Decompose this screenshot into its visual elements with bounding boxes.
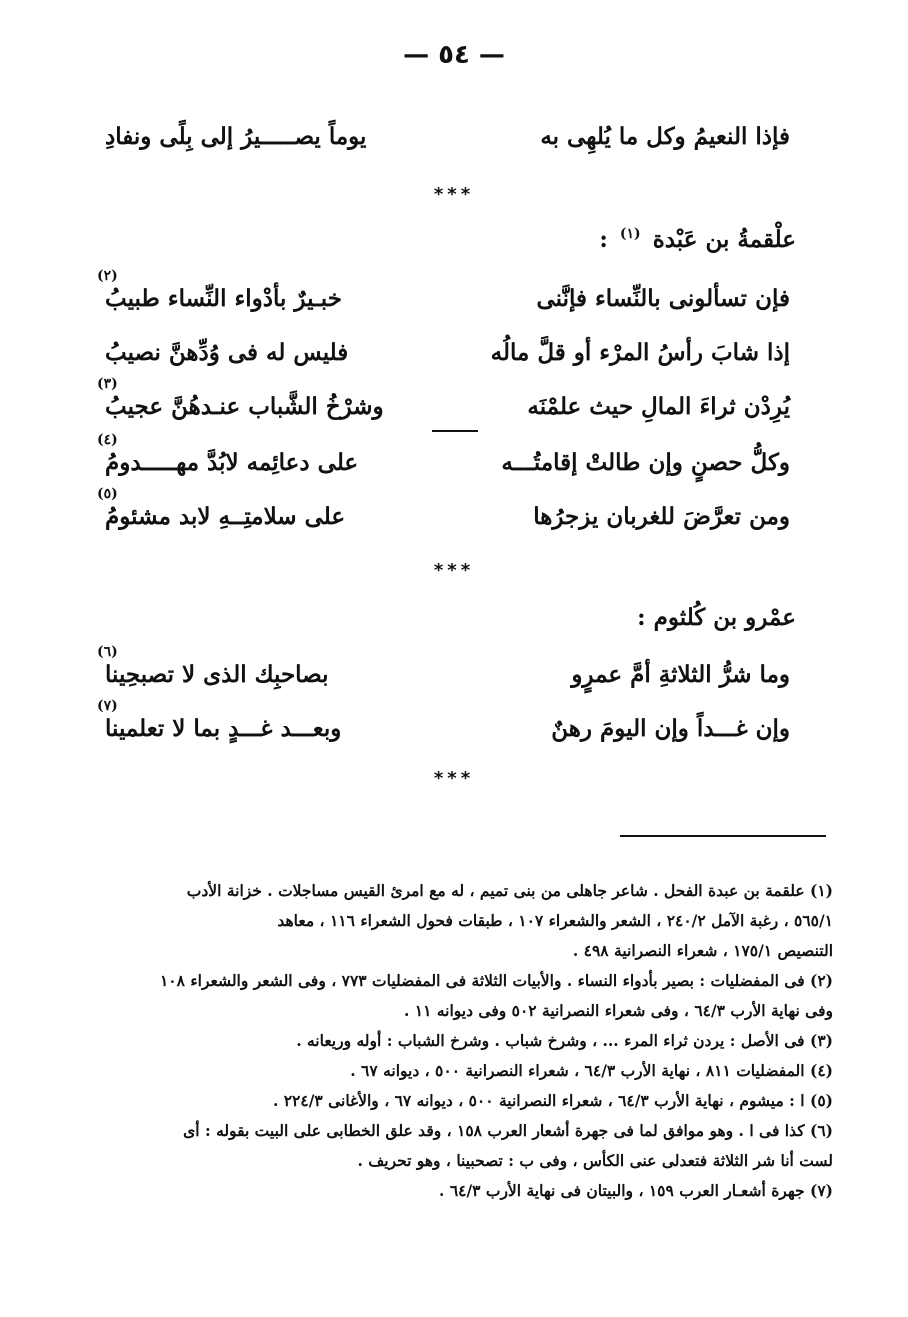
footnote-3 xyxy=(88,1026,833,1056)
footnote-line: (٢) فى المفضليات : بصير بأدواء النساء . والأبيات الثلاثة فى المفضليات ٧٧٣ ، وفى الشعر والشعراء ١٠٨ xyxy=(159,971,833,990)
footnote-6 xyxy=(88,1116,833,1176)
page-number: — ٥٤ — xyxy=(403,40,505,70)
poet-name: عمْرو بن كُلثوم xyxy=(653,604,796,631)
poet-heading xyxy=(599,226,796,253)
footnote-rule xyxy=(620,835,826,837)
section-separator: *** xyxy=(433,768,475,789)
footnote-line: (٥) ا : ميشوم ، نهاية الأرب ٦٤/٣ ، شعراء النصرانية ٥٠٠ ، ديوانه ٦٧ ، والأغانى ٢٢٤/٣ . xyxy=(272,1091,833,1110)
footnotes xyxy=(88,876,833,1206)
footnote-1 xyxy=(88,876,833,966)
footnote-2 xyxy=(88,966,833,1026)
verse-line xyxy=(97,698,790,748)
footnote-5 xyxy=(88,1086,833,1116)
footnote-line: وفى نهاية الأرب ٦٤/٣ ، وفى شعراء النصرانية ٥٠٢ وفى ديوانه ١١ . xyxy=(404,1001,833,1020)
verse-line xyxy=(97,432,790,482)
verse-first-hemistich: وإن غـــداً وإن اليومَ رهنٌ xyxy=(551,714,790,742)
verse-line xyxy=(105,332,790,372)
verse-first-hemistich: فإن تسألونى بالنِّساء فإنَّنى xyxy=(536,284,790,312)
footnote-ref: (٧) xyxy=(97,698,118,714)
editorial-underline xyxy=(432,430,478,432)
verse-line xyxy=(97,644,790,694)
verse-second-hemistich: فليس له فى وُدِّهنَّ نصيبُ xyxy=(105,338,349,366)
verse-line xyxy=(97,486,790,536)
verse-line xyxy=(97,268,790,318)
footnote-line: (٦) كذا فى ا . وهو موافق لما فى جهرة أشعار العرب ١٥٨ ، وقد علق الخطابى على البيت بقوله : أى xyxy=(183,1121,833,1140)
footnote-ref: (٦) xyxy=(97,644,118,660)
footnote-line: ٥٦٥/١ ، رغبة الآمل ٢٤٠/٢ ، الشعر والشعراء ١٠٧ ، طبقات فحول الشعراء ١١٦ ، معاهد xyxy=(277,911,833,930)
verse-second-hemistich: بصاحبِك الذى لا تصبحِينا xyxy=(105,660,329,688)
footnote-line: (٣) فى الأصل : يردن ثراء المرء ... ، وشرخ شباب . وشرخ الشباب : أوله وريعانه . xyxy=(296,1031,833,1050)
verse-first-hemistich: ومن تعرَّضَ للغربان يزجرُها xyxy=(533,502,790,530)
verse-second-hemistich: خبـيرٌ بأدْواء النِّساء طبيبُ xyxy=(105,284,342,312)
verse-line xyxy=(97,376,790,426)
footnote-line: التنصيص ١٧٥/١ ، شعراء النصرانية ٤٩٨ . xyxy=(572,941,833,960)
heading-colon: : xyxy=(599,226,608,253)
heading-colon: : xyxy=(637,604,646,631)
footnote-line: (١) علقمة بن عبدة الفحل . شاعر جاهلى من بنى تميم ، له مع امرئ القيس مساجلات . خزانة الأدب xyxy=(186,881,833,900)
verse-second-hemistich: وشرْخُ الشَّباب عنـدهُنَّ عجيبُ xyxy=(105,392,384,420)
footnote-ref: (٢) xyxy=(97,268,118,284)
section-separator: *** xyxy=(433,184,475,205)
poet-name: علْقمةُ بن عَبْدة xyxy=(652,226,796,253)
verse-second-hemistich: على دعائِمه لابُدَّ مهـــــدومُ xyxy=(105,448,359,476)
footnote-4 xyxy=(88,1056,833,1086)
verse-first-hemistich: إذا شابَ رأسُ المرْء أو قلَّ مالُه xyxy=(490,338,790,366)
poet-heading xyxy=(637,604,796,631)
footnote-line: (٧) جهرة أشعـار العرب ١٥٩ ، والبيتان فى نهاية الأرب ٦٤/٣ . xyxy=(439,1181,833,1200)
verse-second-hemistich: يوماً يصـــــيرُ إلى بِلًى ونفادِ xyxy=(105,122,367,150)
footnote-line: لست أنا شر الثلاثة فتعدلى عنى الكأس ، وفى ب : تصحبينا ، وهو تحريف . xyxy=(357,1151,833,1170)
verse-first-hemistich: فإذا النعيمُ وكل ما يُلهِى به xyxy=(540,122,790,150)
verse-second-hemistich: على سلامتِــهِ لابد مشئومُ xyxy=(105,502,346,530)
verse-first-hemistich: وكلُّ حصنٍ وإن طالتْ إقامتُـــه xyxy=(501,448,790,476)
verse-first-hemistich: وما شرُّ الثلاثةِ أمَّ عمرٍو xyxy=(571,660,790,688)
verse-line xyxy=(105,116,790,156)
footnote-ref: (٤) xyxy=(97,432,118,448)
footnote-ref: (١) xyxy=(619,226,641,243)
footnote-ref: (٣) xyxy=(97,376,118,392)
verse-first-hemistich: يُرِدْن ثراءَ المالِ حيث علمْنَه xyxy=(527,392,790,420)
footnote-line: (٤) المفضليات ٨١١ ، نهاية الأرب ٦٤/٣ ، شعراء النصرانية ٥٠٠ ، ديوانه ٦٧ . xyxy=(350,1061,833,1080)
footnote-7 xyxy=(88,1176,833,1206)
footnote-ref: (٥) xyxy=(97,486,118,502)
section-separator: *** xyxy=(433,560,475,581)
verse-second-hemistich: وبعـــد غـــدٍ بما لا تعلمينا xyxy=(105,714,342,742)
